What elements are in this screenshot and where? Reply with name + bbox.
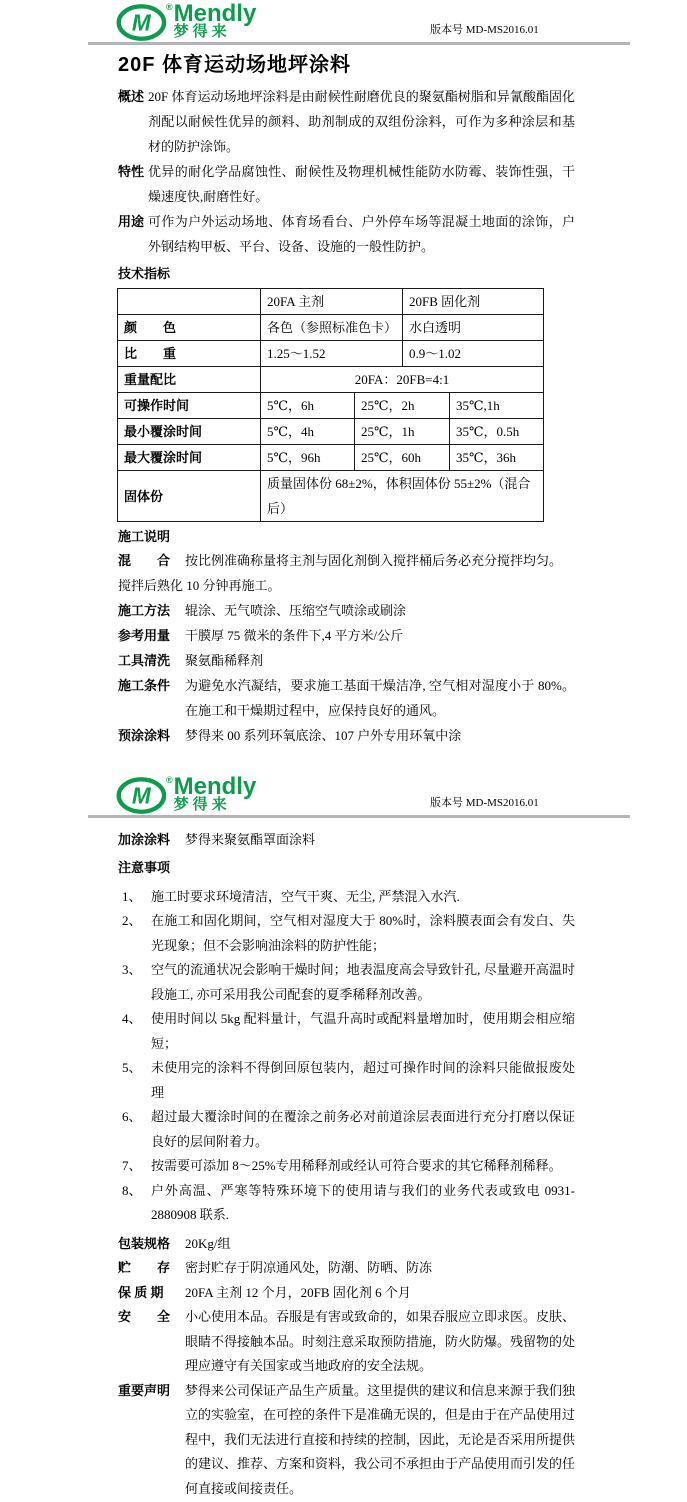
cleaning-text: 聚氨酯稀释剂 [185, 653, 264, 668]
mixing-text-2: 搅拌后熟化 10 分钟再施工。 [118, 578, 281, 593]
page-header [0, 773, 687, 818]
table-cell: 0.9～1.02 [403, 341, 544, 367]
note-number: 3、 [122, 962, 142, 977]
topcoat-section [118, 828, 575, 853]
page1-content [118, 51, 575, 748]
note-item-2 [118, 909, 575, 958]
note-item-1 [118, 885, 575, 910]
brand-name-cn: 梦得来 [173, 797, 231, 813]
note-number: 1、 [122, 888, 142, 904]
table-cell: 5℃，96h [261, 445, 355, 471]
version-number: 版本号 MD-MS2016.01 [430, 797, 539, 809]
table-row-pot-life [118, 393, 544, 419]
method-text: 辊涂、无气喷涂、压缩空气喷涂或刷涂 [185, 603, 407, 618]
method-label: 施工方法 [118, 603, 171, 618]
shelf-life-text: 20FA 主剂 12 个月，20FB 固化剂 6 个月 [185, 1284, 411, 1300]
storage-section [118, 1256, 575, 1281]
table-cell: 5℃，6h [261, 393, 355, 419]
packing-text: 20Kg/组 [185, 1235, 231, 1251]
table-header-row [118, 289, 544, 315]
logo-m-glyph: M [131, 782, 151, 809]
table-cell: 25℃，60h [355, 445, 450, 471]
note-text: 在施工和固化期间，空气相对湿度大于 80%时，涂料膜表面会有发白、失光现象；但不会影响油涂料的防护性能； [151, 913, 575, 953]
statement-text: 梦得来公司保证产品生产质量。这里提供的建议和信息来源于我们独立的实验室，在可控的条件下是准确无误的，但是由于在产品使用过程中，我们无法进行直接和持续的控制，因此，无论是否采用所提供的建议、推荐、方案和资料，我公司不承担由于产品使用而引发的任何直接或间接责任。 [185, 1382, 576, 1496]
mixing-section [118, 548, 575, 573]
table-cell: 35℃，36h [450, 445, 544, 471]
table-row-min-recoat [118, 419, 544, 445]
features-text: 优异的耐化学品腐蚀性、耐候性及物理机械性能防水防霉、装饰性强，干燥速度快,耐磨性好。 [148, 164, 575, 204]
table-cell: 各色（参照标准色卡） [261, 315, 403, 341]
construction-heading: 施工说明 [118, 529, 171, 544]
overview-text: 20F 体育运动场地坪涂料是由耐候性耐磨优良的聚氨酯树脂和异氰酸酯固化剂配以耐候性优异的颜料、助剂制成的双组份涂料，可作为多种涂层和基材的防护涂饰。 [148, 89, 575, 154]
storage-text: 密封贮存于阴凉通风处，防潮、防晒、防冻 [185, 1260, 433, 1275]
note-item-6 [118, 1105, 575, 1154]
brand-logo [116, 0, 257, 41]
tech-specs-heading: 技术指标 [118, 266, 171, 281]
topcoat-label: 加涂涂料 [118, 832, 171, 847]
note-item-7 [118, 1154, 575, 1179]
table-cell-20fa: 20FA 主剂 [261, 289, 403, 315]
page-2 [0, 773, 687, 1501]
conditions-section [118, 673, 575, 723]
table-cell: 1.25～1.52 [261, 341, 403, 367]
note-text: 按需要可添加 8～25%专用稀释剂或经认可符合要求的其它稀释剂稀释。 [151, 1158, 562, 1173]
mendly-logo-icon [116, 3, 170, 41]
note-number: 2、 [122, 913, 142, 928]
conditions-text: 为避免水汽凝结，要求施工基面干燥洁净, 空气相对湿度小于 80%。在施工和干燥期过程中，应保持良好的通风。 [185, 678, 575, 718]
features-label: 特性 [118, 164, 145, 179]
note-text: 户外高温、严寒等特殊环境下的使用请与我们的业务代表或致电 0931-2880908 联系. [151, 1182, 575, 1222]
overview-label: 概述 [118, 89, 145, 104]
safety-section [118, 1305, 575, 1379]
shelf-life-section [118, 1281, 575, 1306]
header-divider [88, 815, 630, 818]
precoat-label: 预涂涂料 [118, 728, 171, 743]
packing-label: 包装规格 [118, 1235, 171, 1251]
table-row-color [118, 315, 544, 341]
cleaning-section [118, 648, 575, 673]
table-row-solids [118, 471, 544, 522]
usage-text: 可作为户外运动场地、体育场看台、户外停车场等混凝土地面的涂饰，户外钢结构甲板、平台、设备、设施的一般性防护。 [148, 214, 575, 254]
conditions-label: 施工条件 [118, 678, 171, 693]
page-1 [0, 0, 687, 748]
usage-section [118, 209, 575, 259]
table-cell: 20FA：20FB=4:1 [261, 367, 544, 393]
precoat-section [118, 723, 575, 748]
table-cell: 质量固体份 68±2%，体积固体份 55±2%（混合后） [261, 471, 544, 522]
safety-label: 安 全 [118, 1309, 171, 1324]
brand-name-cn: 梦得来 [173, 24, 231, 40]
registered-mark-icon: ® [166, 775, 173, 785]
table-row-max-recoat [118, 445, 544, 471]
version-number: 版本号 MD-MS2016.01 [430, 24, 539, 36]
dosage-label: 参考用量 [118, 628, 171, 643]
mendly-logo-icon [116, 776, 170, 814]
table-cell: 比 重 [118, 341, 261, 367]
notes-list [118, 885, 575, 1228]
note-item-4 [118, 1007, 575, 1056]
mixing-text: 按比例准确称量将主剂与固化剂倒入搅拌桶后务必充分搅拌均匀。 [185, 553, 563, 568]
table-cell: 颜 色 [118, 315, 261, 341]
table-cell: 35℃,1h [450, 393, 544, 419]
table-cell: 固体份 [118, 471, 261, 522]
note-item-5 [118, 1056, 575, 1105]
brand-name-en: Mendly [173, 773, 257, 800]
note-number: 8、 [122, 1182, 142, 1198]
notes-heading: 注意事项 [118, 859, 171, 875]
header-divider [88, 42, 630, 45]
note-text: 超过最大覆涂时间的在覆涂之前务必对前道涂层表面进行充分打磨以保证良好的层间附着力。 [151, 1109, 575, 1149]
table-cell: 可操作时间 [118, 393, 261, 419]
page-header [0, 0, 687, 45]
shelf-life-label: 保 质 期 [118, 1284, 164, 1300]
note-text: 使用时间以 5kg 配料量计，气温升高时或配料量增加时，使用期会相应缩短； [151, 1011, 575, 1051]
statement-label: 重要声明 [118, 1382, 171, 1398]
brand-logo [116, 773, 257, 814]
table-row-mix-ratio [118, 367, 544, 393]
table-row-gravity [118, 341, 544, 367]
note-number: 4、 [122, 1011, 142, 1026]
table-cell: 25℃，1h [355, 419, 450, 445]
note-number: 5、 [122, 1060, 142, 1075]
packing-section [118, 1232, 575, 1257]
dosage-section [118, 623, 575, 648]
mixing-label: 混 合 [118, 553, 171, 568]
table-cell: 25℃，2h [355, 393, 450, 419]
registered-mark-icon: ® [166, 2, 173, 12]
usage-label: 用途 [118, 214, 145, 229]
product-title: 20F 体育运动场地坪涂料 [118, 54, 352, 76]
features-section [118, 159, 575, 209]
precoat-text: 梦得来 00 系列环氧底涂、107 户外专用环氧中涂 [185, 728, 462, 743]
table-cell: 5℃，4h [261, 419, 355, 445]
cleaning-label: 工具清洗 [118, 653, 171, 668]
overview-section [118, 84, 575, 159]
note-number: 6、 [122, 1109, 142, 1124]
table-cell [118, 289, 261, 315]
method-section [118, 598, 575, 623]
note-item-3 [118, 958, 575, 1007]
note-text: 空气的流通状况会影响干燥时间；地表温度高会导致针孔, 尽量避开高温时段施工, 亦可采用我公司配套的夏季稀释剂改善。 [151, 962, 575, 1002]
table-cell: 重量配比 [118, 367, 261, 393]
tech-specs-table [117, 288, 544, 522]
storage-label: 贮 存 [118, 1260, 171, 1275]
note-text: 施工时要求环境清洁，空气干爽、无尘, 严禁混入水汽. [151, 888, 460, 904]
statement-section [118, 1379, 575, 1502]
dosage-text: 干膜厚 75 微米的条件下,4 平方米/公斤 [185, 628, 404, 643]
table-cell: 35℃，0.5h [450, 419, 544, 445]
table-cell-20fb: 20FB 固化剂 [403, 289, 544, 315]
logo-m-glyph: M [131, 9, 151, 36]
brand-name-en: Mendly [173, 0, 257, 27]
note-item-8 [118, 1179, 575, 1228]
safety-text: 小心使用本品。吞服是有害或致命的，如果吞服应立即求医。皮肤、眼睛不得接触本品。时刻注意采取预防措施，防火防爆。残留物的处理应遵守有关国家或当地政府的安全法规。 [185, 1309, 576, 1373]
note-number: 7、 [122, 1158, 142, 1173]
page2-content [118, 828, 575, 1501]
table-cell: 水白透明 [403, 315, 544, 341]
brand-wordmark [173, 773, 257, 814]
table-cell: 最大覆涂时间 [118, 445, 261, 471]
note-text: 未使用完的涂料不得倒回原包装内，超过可操作时间的涂料只能做报废处理 [151, 1060, 575, 1100]
brand-wordmark [173, 0, 257, 41]
topcoat-text: 梦得来聚氨酯罩面涂料 [185, 832, 316, 847]
table-cell: 最小覆涂时间 [118, 419, 261, 445]
